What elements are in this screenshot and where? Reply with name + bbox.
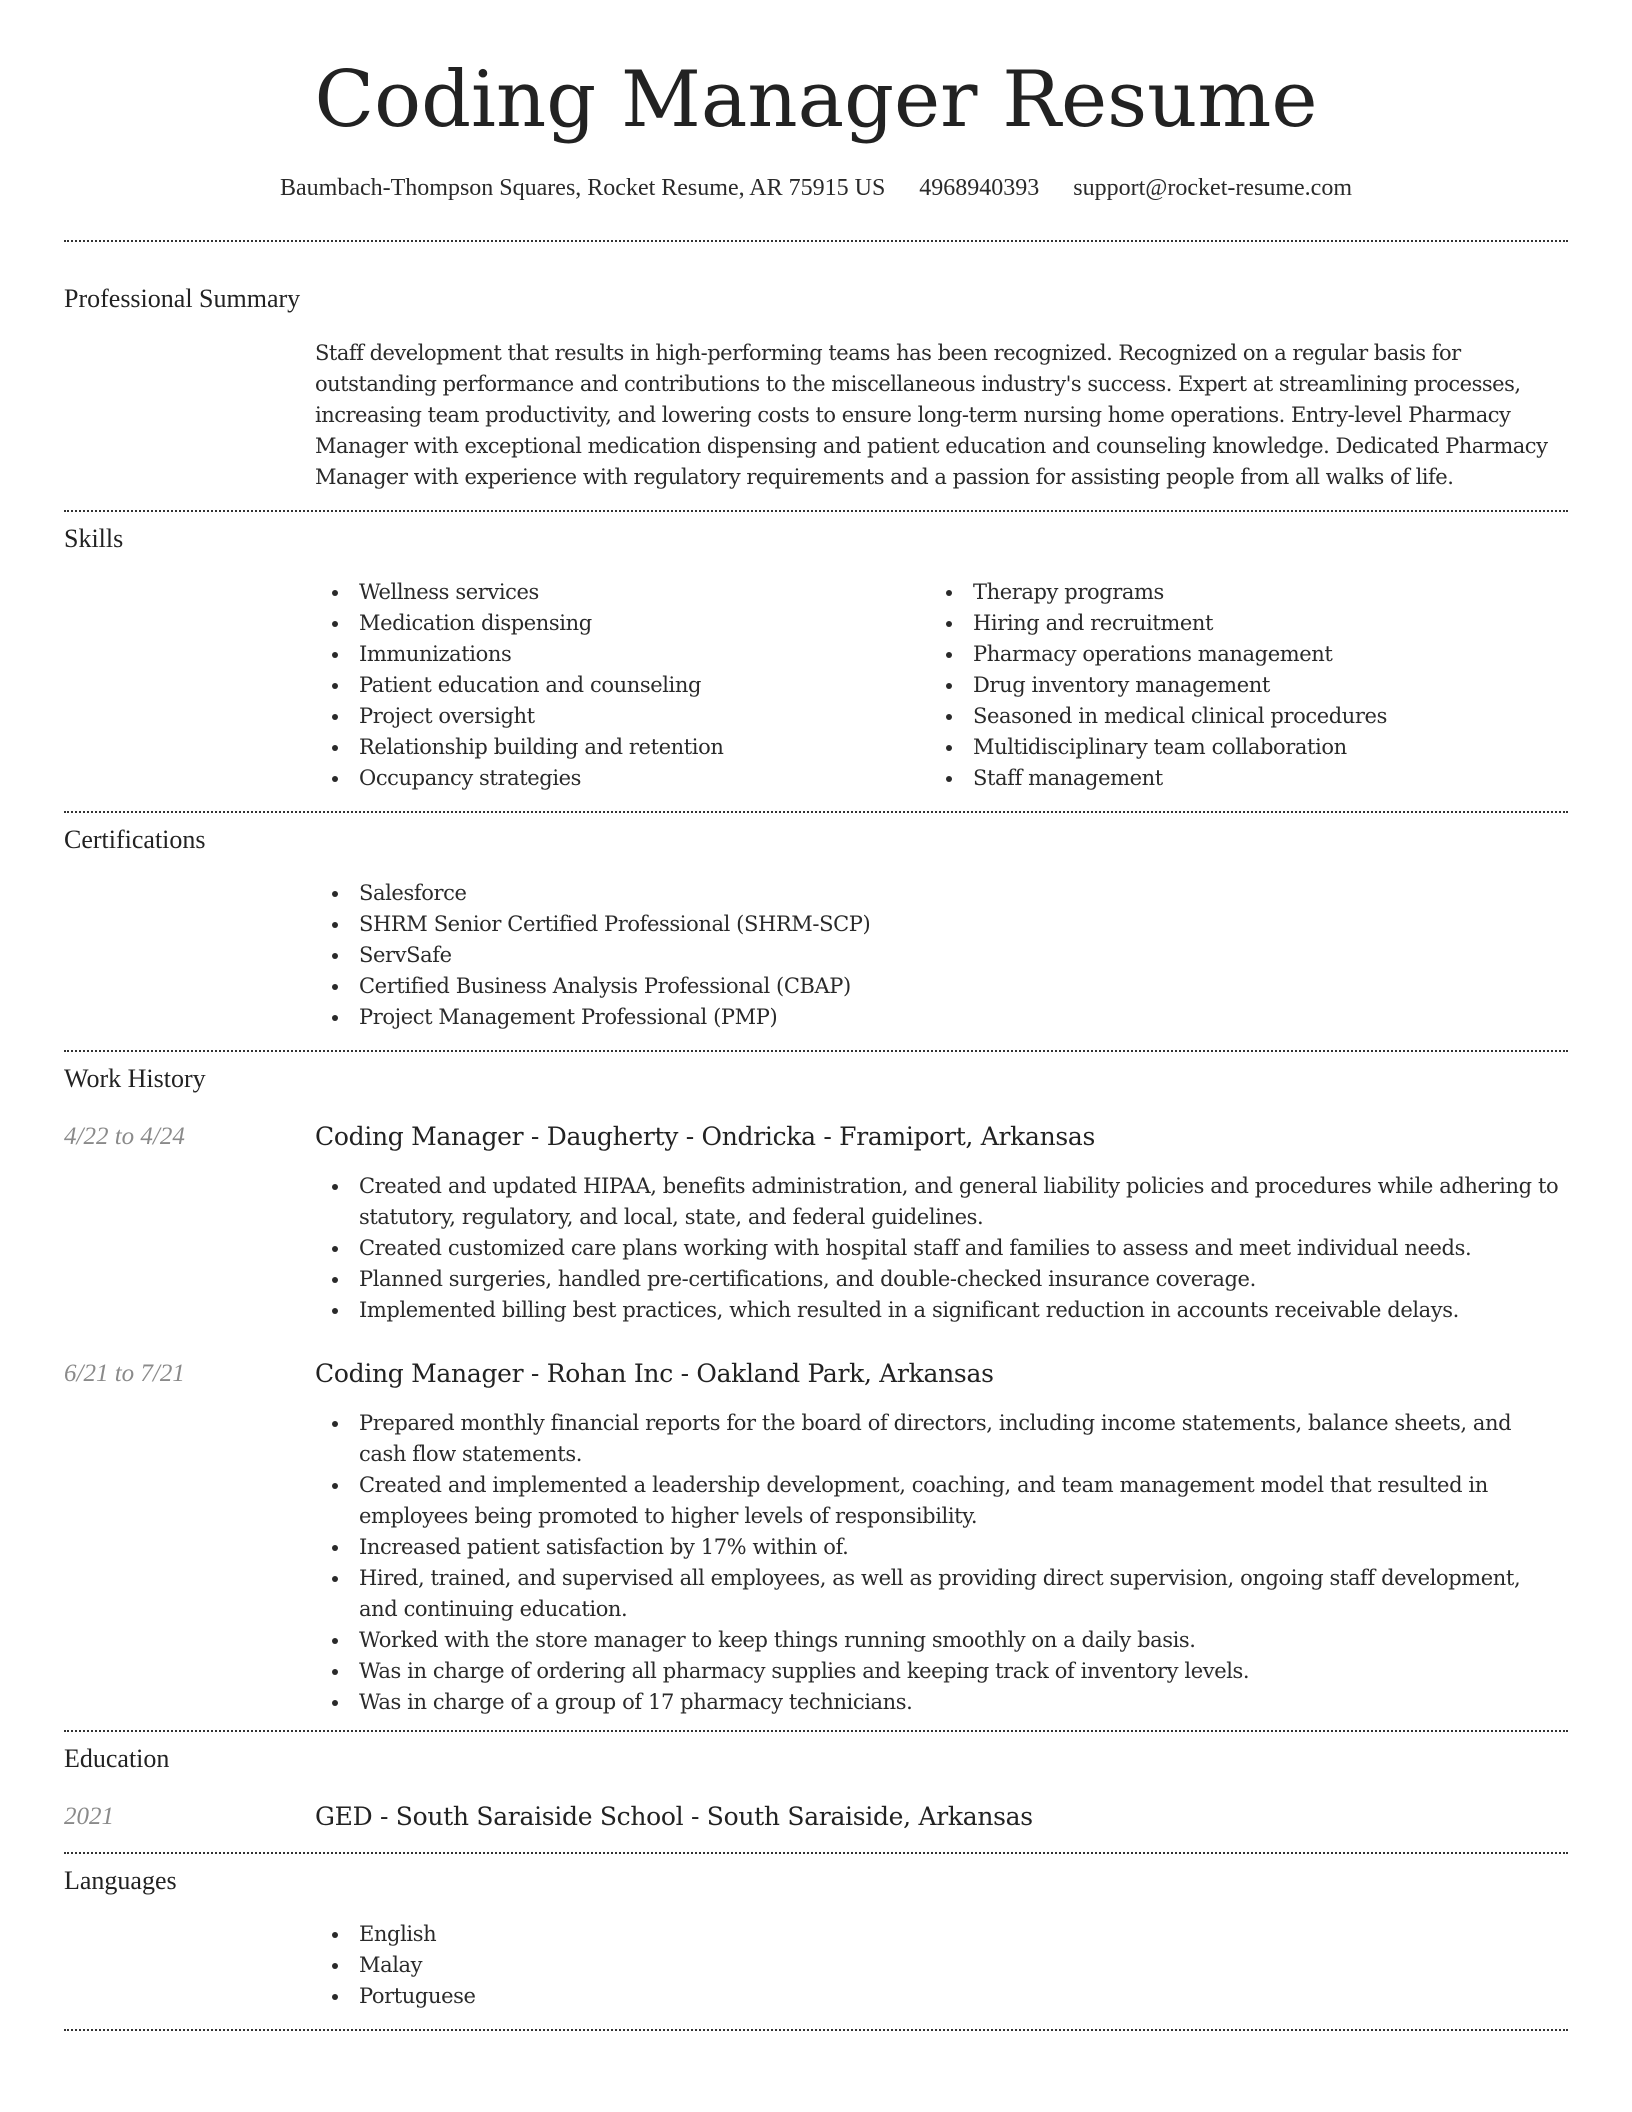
contact-phone: 4968940393 — [919, 175, 1040, 201]
contact-line — [0, 170, 1632, 206]
languages-list — [315, 1919, 1560, 2012]
job-bullet: Prepared monthly financial reports for the board of directors, including income statements, balance sheets, and cash flow statements. — [315, 1408, 1560, 1470]
skill-item: Hiring and recruitment — [929, 608, 1529, 639]
section-heading-work-history: Work History — [64, 1064, 206, 1093]
certification-item: SHRM Senior Certified Professional (SHRM-SCP) — [315, 909, 1560, 940]
skill-item: Therapy programs — [929, 577, 1529, 608]
skill-item: Immunizations — [315, 639, 915, 670]
job-bullets — [315, 1171, 1560, 1326]
section-heading-languages: Languages — [64, 1866, 177, 1895]
skills-column-right — [929, 577, 1529, 794]
skill-item: Staff management — [929, 763, 1529, 794]
language-item: English — [315, 1919, 1560, 1950]
certification-item: Project Management Professional (PMP) — [315, 1002, 1560, 1033]
section-heading-skills: Skills — [64, 524, 124, 553]
divider — [64, 510, 1568, 512]
divider — [64, 240, 1568, 242]
skill-item: Wellness services — [315, 577, 915, 608]
certification-item: Certified Business Analysis Professional (CBAP) — [315, 971, 1560, 1002]
job-bullet: Implemented billing best practices, which resulted in a significant reduction in accounts receivable delays. — [315, 1295, 1560, 1326]
summary-text: Staff development that results in high-performing teams has been recognized. Recognized on a regular basis for outstanding performance and contributions to the miscellaneous industry's success. Expert at streamlining processes, increasing team productivity, and lowering costs to ensure long-term nursing home operations. Entry-level Pharmacy Manager with exceptional medication dispensing and patient education and counseling knowledge. Dedicated Pharmacy Manager with experience with regulatory requirements and a passion for assisting people from all walks of life. — [315, 341, 1548, 489]
job-bullet: Increased patient satisfaction by 17% within of. — [315, 1532, 1560, 1563]
job-bullet: Created and updated HIPAA, benefits administration, and general liability policies and procedures while adhering to statutory, regulatory, and local, state, and federal guidelines. — [315, 1171, 1560, 1233]
job-bullet: Created customized care plans working with hospital staff and families to assess and meet individual needs. — [315, 1233, 1560, 1264]
education-year: 2021 — [64, 1803, 114, 1830]
skill-item: Multidisciplinary team collaboration — [929, 732, 1529, 763]
skill-item: Drug inventory management — [929, 670, 1529, 701]
job-bullet: Hired, trained, and supervised all employees, as well as providing direct supervision, ongoing staff development, and continuing education. — [315, 1563, 1560, 1625]
contact-address: Baumbach-Thompson Squares, Rocket Resume, AR 75915 US — [280, 175, 886, 201]
certification-item: ServSafe — [315, 940, 1560, 971]
skill-item: Relationship building and retention — [315, 732, 915, 763]
job-bullet: Was in charge of a group of 17 pharmacy technicians. — [315, 1687, 1560, 1718]
divider — [64, 2029, 1568, 2031]
job-dates: 6/21 to 7/21 — [64, 1360, 185, 1387]
education-entry: GED - South Saraiside School - South Saraiside, Arkansas — [315, 1802, 1033, 1831]
skill-item: Pharmacy operations management — [929, 639, 1529, 670]
divider — [64, 1050, 1568, 1052]
job-bullet: Created and implemented a leadership development, coaching, and team management model that resulted in employees being promoted to higher levels of responsibility. — [315, 1470, 1560, 1532]
divider — [64, 811, 1568, 813]
job-bullets — [315, 1408, 1560, 1718]
job-dates: 4/22 to 4/24 — [64, 1123, 185, 1150]
certification-item: Salesforce — [315, 878, 1560, 909]
job-bullet: Worked with the store manager to keep things running smoothly on a daily basis. — [315, 1625, 1560, 1656]
skill-item: Medication dispensing — [315, 608, 915, 639]
skill-item: Project oversight — [315, 701, 915, 732]
divider — [64, 1852, 1568, 1854]
resume-title: Coding Manager Resume — [314, 55, 1318, 145]
skill-item: Occupancy strategies — [315, 763, 915, 794]
language-item: Portuguese — [315, 1981, 1560, 2012]
job-title: Coding Manager - Daugherty - Ondricka - Framiport, Arkansas — [315, 1122, 1096, 1151]
language-item: Malay — [315, 1950, 1560, 1981]
section-heading-education: Education — [64, 1744, 170, 1773]
section-heading-summary: Professional Summary — [64, 284, 301, 313]
section-heading-certifications: Certifications — [64, 825, 206, 854]
skills-column-left — [315, 577, 915, 794]
skill-item: Seasoned in medical clinical procedures — [929, 701, 1529, 732]
divider — [64, 1730, 1568, 1732]
job-title: Coding Manager - Rohan Inc - Oakland Park, Arkansas — [315, 1359, 994, 1388]
job-bullet: Planned surgeries, handled pre-certifications, and double-checked insurance coverage. — [315, 1264, 1560, 1295]
job-bullet: Was in charge of ordering all pharmacy supplies and keeping track of inventory levels. — [315, 1656, 1560, 1687]
skill-item: Patient education and counseling — [315, 670, 915, 701]
contact-email: support@rocket-resume.com — [1073, 175, 1352, 201]
certifications-list — [315, 878, 1560, 1033]
